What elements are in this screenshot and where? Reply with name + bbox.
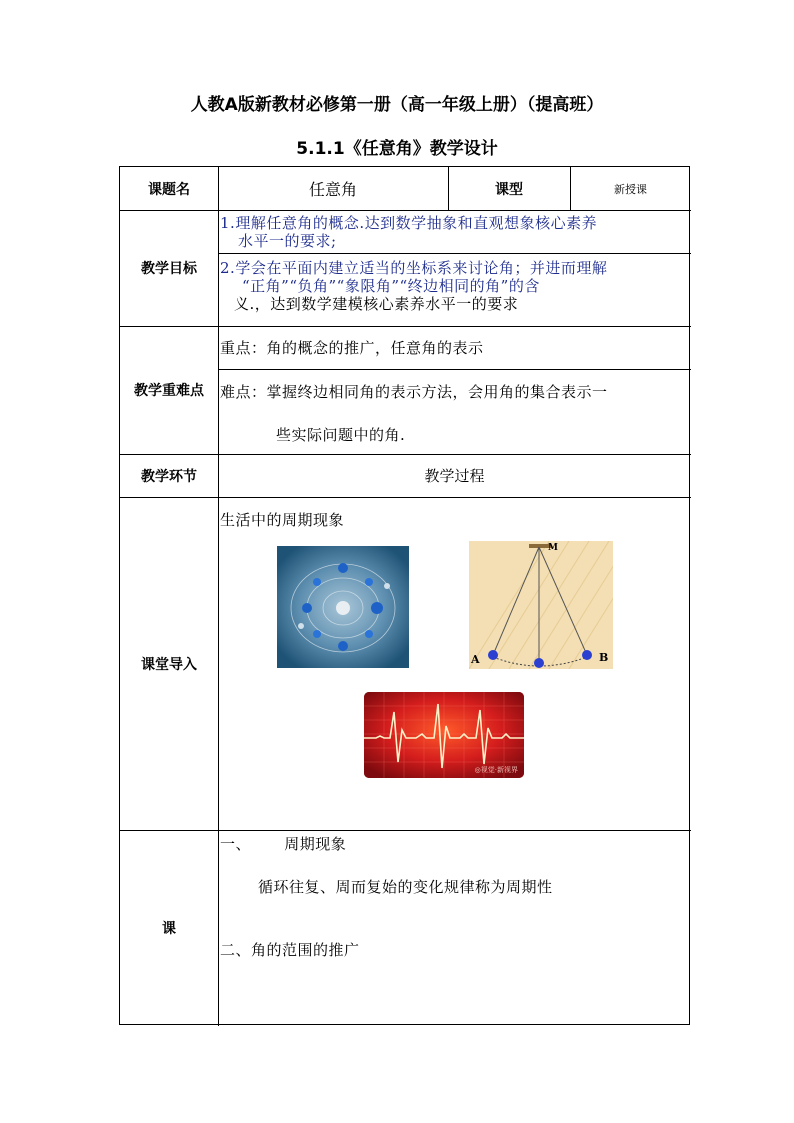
goal-1-number: 1.	[220, 214, 236, 232]
goal-2	[220, 259, 690, 313]
goal-2-number: 2.	[220, 259, 236, 277]
key-point: 重点：角的概念的推广，任意角的表示	[220, 338, 484, 357]
goal-2-line1: 学会在平面内建立适当的坐标系来讨论角；并进而理解	[235, 259, 608, 277]
pendulum-label-b: B	[599, 651, 609, 664]
pendulum-image	[469, 541, 613, 669]
solar-system-image	[277, 546, 409, 668]
goals-label: 教学目标	[141, 261, 197, 277]
goal-2-line3: 义.，达到数学建模核心素养水平一的要求	[234, 295, 519, 313]
goal-1-line1: 理解任意角的概念.达到数学抽象和直观想象核心素养	[235, 214, 598, 232]
type-value: 新授课	[614, 182, 647, 196]
intro-text: 生活中的周期现象	[220, 511, 345, 529]
topic-label: 课题名	[148, 181, 190, 198]
keypoints-label: 教学重难点	[134, 383, 204, 399]
goal-2-line2: “正角”“负角”“象限角”“终边相同的角”的含	[242, 277, 540, 295]
pendulum-label-a: A	[471, 653, 480, 666]
ecg-watermark: ◎视觉·新视界	[474, 766, 518, 774]
section-1-heading	[220, 835, 690, 853]
ecg-image	[364, 692, 524, 778]
doc-title: 人教A版新教材必修第一册（高一年级上册）（提高班）	[190, 95, 604, 115]
goal-1	[220, 214, 690, 250]
hard-point-line1: 难点：掌握终边相同角的表示方法，会用角的集合表示一	[220, 383, 608, 401]
section-1-number: 一、	[220, 835, 252, 853]
hard-point-line2: 些实际问题中的角.	[276, 426, 406, 444]
type-label: 课型	[495, 181, 523, 198]
section-2-heading: 二、角的范围的推广	[220, 941, 360, 959]
section-1-paragraph: 循环往复、周而复始的变化规律称为周期性	[258, 878, 553, 896]
doc-subtitle: 5.1.1《任意角》教学设计	[296, 139, 498, 159]
lesson-table	[119, 166, 690, 1025]
stage-value: 教学过程	[424, 467, 485, 485]
class-label: 课	[162, 921, 176, 937]
section-1-title: 周期现象	[284, 835, 347, 853]
topic-value: 任意角	[308, 180, 357, 199]
intro-label: 课堂导入	[141, 656, 197, 673]
goal-1-line2: 水平一的要求;	[238, 232, 337, 250]
pendulum-label-m: M	[548, 543, 558, 553]
stage-label: 教学环节	[141, 468, 197, 485]
